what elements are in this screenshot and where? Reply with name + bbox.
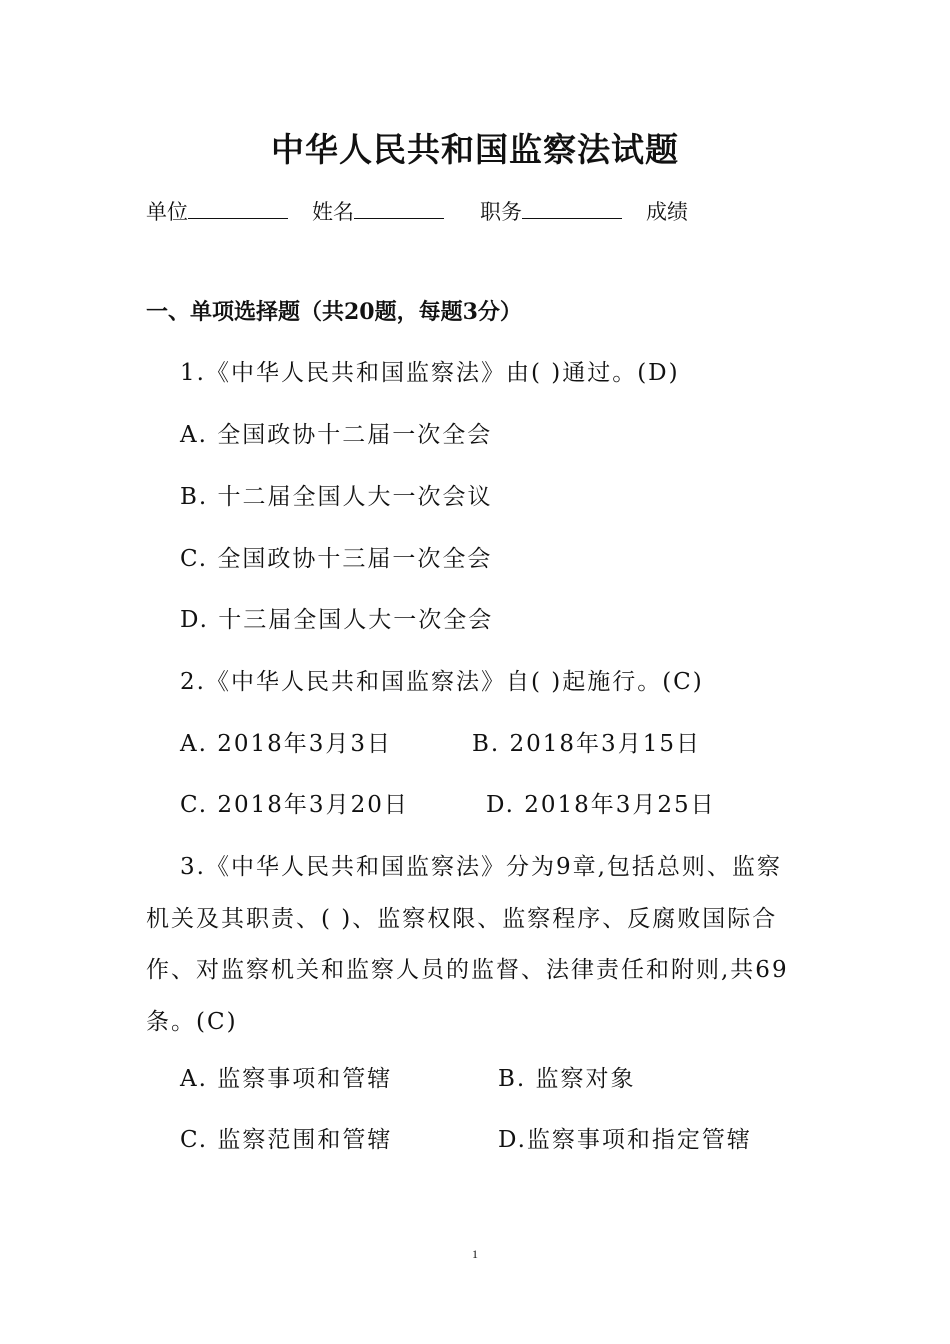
score-label: 成绩 (646, 200, 688, 224)
question-2-option-a: A. 2018年3月3日 (180, 731, 393, 757)
question-3-option-b: B. 监察对象 (498, 1066, 636, 1092)
question-2-option-d: D. 2018年3月25日 (486, 792, 716, 818)
name-blank (354, 196, 444, 219)
name-label: 姓名 (312, 200, 354, 224)
question-3-option-a: A. 监察事项和管辖 (180, 1066, 393, 1092)
question-1-option-b: B. 十二届全国人大一次会议 (180, 484, 493, 510)
document-title: 中华人民共和国监察法试题 (271, 130, 679, 169)
question-1-option-a: A. 全国政协十二届一次全会 (180, 422, 493, 448)
position-blank (522, 196, 622, 219)
section-heading: 一、单项选择题（共20题，每题3分） (146, 299, 522, 325)
question-2-option-b: B. 2018年3月15日 (472, 731, 701, 757)
unit-field (146, 196, 288, 228)
question-2-stem: 2.《中华人民共和国监察法》自( )起施行。(C) (180, 669, 704, 695)
question-2-option-c: C. 2018年3月20日 (180, 792, 409, 818)
name-field (312, 196, 444, 228)
question-3-stem-text: 3.《中华人民共和国监察法》分为9章,包括总则、监察机关及其职责、( )、监察权限、监察程序、反腐败国际合作、对监察机关和监察人员的监督、法律责任和附则,共69条。(C) (146, 854, 789, 1035)
question-1-option-c: C. 全国政协十三届一次全会 (180, 546, 493, 572)
question-3-option-c: C. 监察范围和管辖 (180, 1127, 393, 1153)
page-number: 1 (472, 1247, 478, 1261)
question-1-stem: 1.《中华人民共和国监察法》由( )通过。(D) (180, 360, 680, 386)
question-3-stem (146, 842, 806, 1048)
position-field (480, 196, 622, 228)
question-3-option-d: D.监察事项和指定管辖 (498, 1127, 752, 1153)
score-field (646, 196, 688, 228)
question-1-option-d: D. 十三届全国人大一次全会 (180, 607, 494, 633)
unit-label: 单位 (146, 200, 188, 224)
position-label: 职务 (480, 200, 522, 224)
unit-blank (188, 196, 288, 219)
